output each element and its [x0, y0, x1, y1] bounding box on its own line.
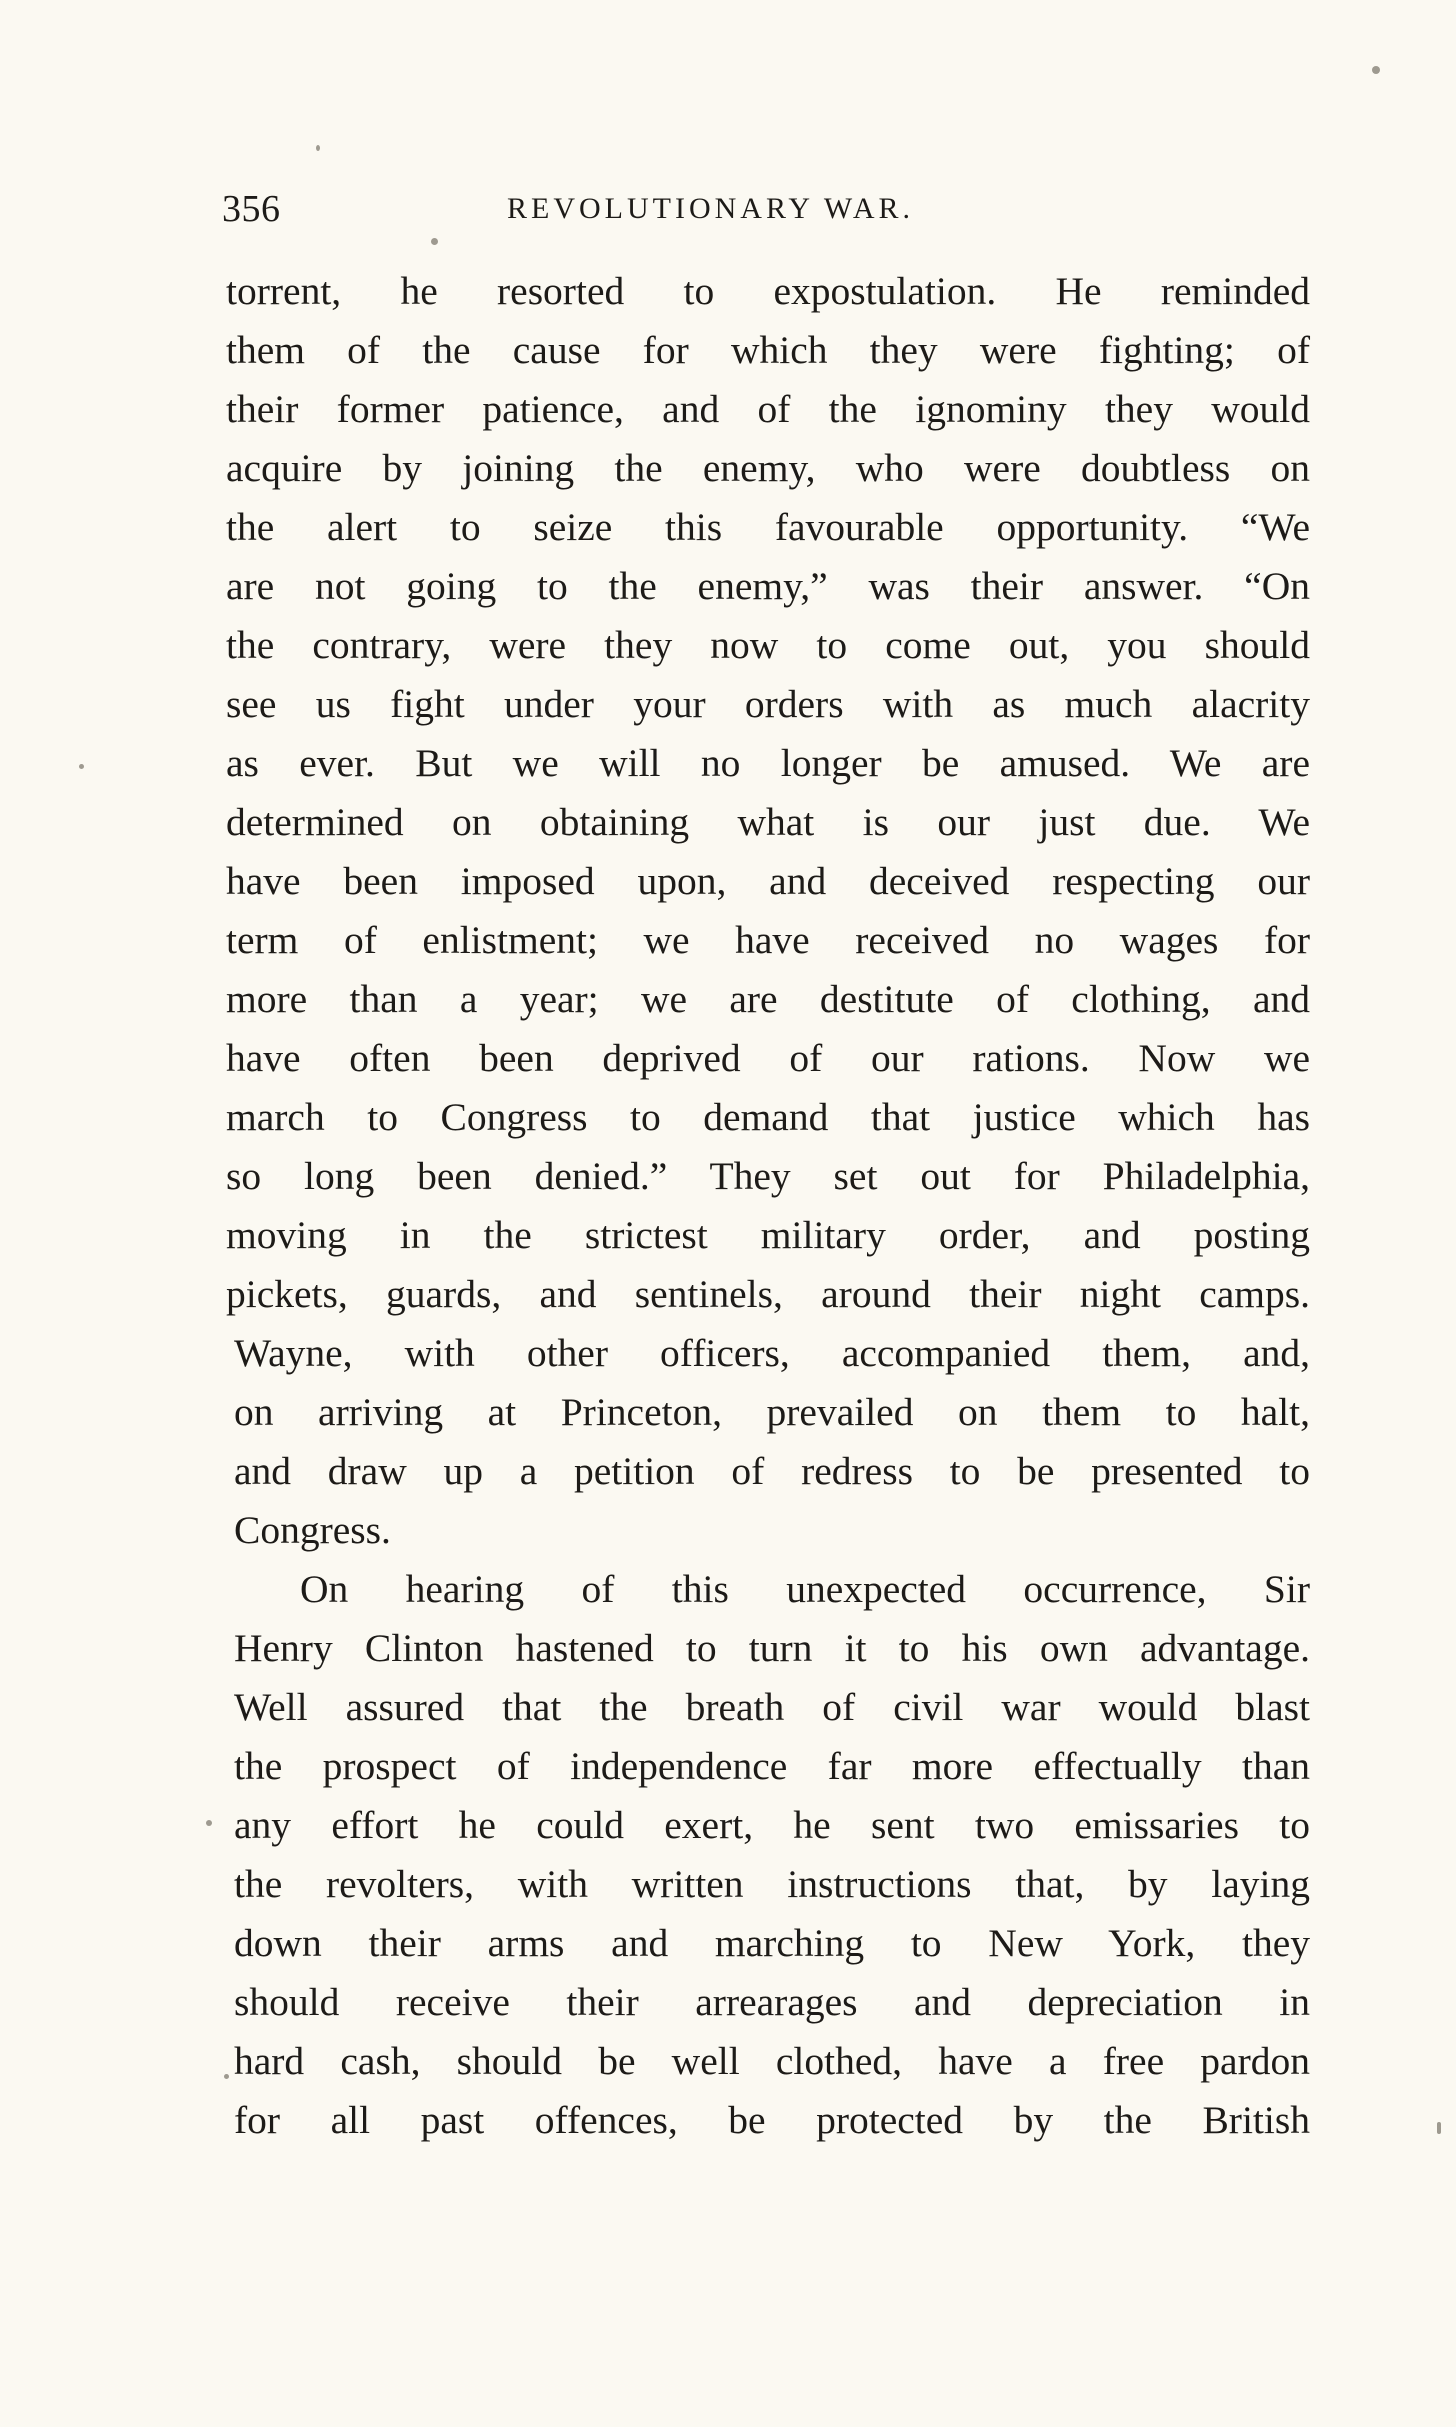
page-header: [222, 184, 1312, 244]
body-text: [226, 262, 1310, 2150]
text-line: the contrary, were they now to come out, you should: [226, 623, 1310, 667]
ink-speck: [224, 2074, 229, 2079]
text-line: down their arms and marching to New York, they: [234, 1921, 1310, 1965]
text-line: the prospect of independence far more effectually than: [234, 1744, 1310, 1788]
text-line: should receive their arrearages and depreciation in: [234, 1980, 1310, 2024]
text-line: march to Congress to demand that justice which has: [226, 1095, 1310, 1139]
page-number: 356: [222, 188, 281, 230]
text-line: so long been denied.” They set out for Philadelphia,: [226, 1154, 1310, 1198]
text-line: and draw up a petition of redress to be presented to: [234, 1449, 1310, 1493]
text-line: moving in the strictest military order, and posting: [226, 1213, 1310, 1257]
ink-speck: [1372, 66, 1380, 74]
text-line: term of enlistment; we have received no wages for: [226, 918, 1310, 962]
ink-speck: [79, 764, 84, 769]
text-line: on arriving at Princeton, prevailed on them to halt,: [234, 1390, 1310, 1434]
text-line: any effort he could exert, he sent two emissaries to: [234, 1803, 1310, 1847]
text-line: the alert to seize this favourable opportunity. “We: [226, 505, 1310, 549]
text-line: Henry Clinton hastened to turn it to his own advantage.: [234, 1626, 1310, 1670]
text-line: hard cash, should be well clothed, have a free pardon: [234, 2039, 1310, 2083]
text-line: Well assured that the breath of civil war would blast: [234, 1685, 1310, 1729]
text-line: the revolters, with written instructions that, by laying: [234, 1862, 1310, 1906]
text-line: torrent, he resorted to expostulation. He reminded: [226, 269, 1310, 313]
text-line: as ever. But we will no longer be amused. We are: [226, 741, 1310, 785]
text-line: see us fight under your orders with as much alacrity: [226, 682, 1310, 726]
text-line: pickets, guards, and sentinels, around their night camps.: [226, 1272, 1310, 1316]
text-line: them of the cause for which they were fighting; of: [226, 328, 1310, 372]
ink-speck: [316, 145, 320, 151]
text-line: have been imposed upon, and deceived respecting our: [226, 859, 1310, 903]
text-line: are not going to the enemy,” was their answer. “On: [226, 564, 1310, 608]
text-line: determined on obtaining what is our just due. We: [226, 800, 1310, 844]
ink-speck: [431, 238, 438, 245]
text-line: Wayne, with other officers, accompanied them, and,: [234, 1331, 1310, 1375]
text-line: have often been deprived of our rations. Now we: [226, 1036, 1310, 1080]
ink-speck: [206, 1820, 212, 1826]
running-head: REVOLUTIONARY WAR.: [507, 192, 914, 225]
text-line: more than a year; we are destitute of clothing, and: [226, 977, 1310, 1021]
ink-speck: [1437, 2122, 1441, 2134]
text-line: their former patience, and of the ignominy they would: [226, 387, 1310, 431]
text-line: acquire by joining the enemy, who were doubtless on: [226, 446, 1310, 490]
paragraph-start-line: On hearing of this unexpected occurrence, Sir: [300, 1567, 1310, 1611]
paragraph-end-line: Congress.: [234, 1508, 391, 1552]
text-line: for all past offences, be protected by the British: [234, 2098, 1310, 2142]
